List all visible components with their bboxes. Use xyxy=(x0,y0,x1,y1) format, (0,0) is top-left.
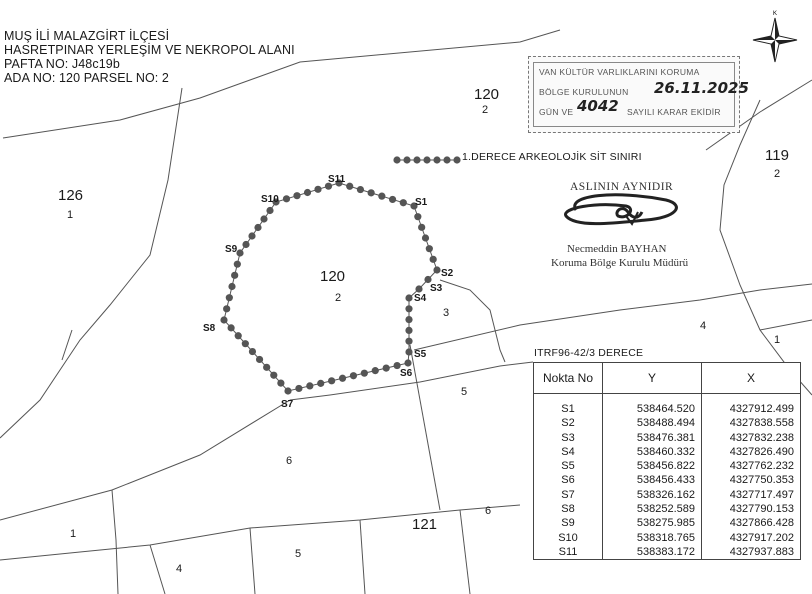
y-cell: 538318.765 xyxy=(603,531,702,545)
legend-line xyxy=(393,156,460,163)
boundary-dot xyxy=(223,305,230,312)
table-row xyxy=(534,516,801,530)
boundary-dot xyxy=(400,199,407,206)
y-cell: 538460.332 xyxy=(603,445,702,459)
boundary-dot xyxy=(346,183,353,190)
signature-title: ASLININ AYNIDIR xyxy=(570,181,674,193)
stamp-line-4: SAYILI KARAR EKİDİR xyxy=(627,107,721,117)
boundary-dot xyxy=(231,272,238,279)
sub-parcel-6: 6 xyxy=(286,455,293,467)
table-row xyxy=(534,402,801,416)
boundary-dot xyxy=(328,377,335,384)
table-row xyxy=(534,416,801,430)
parcel-boundary-line xyxy=(250,528,255,594)
boundary-dot xyxy=(293,192,300,199)
parcel-boundary-line xyxy=(0,400,293,520)
boundary-dot xyxy=(357,186,364,193)
point-cell: S10 xyxy=(534,531,603,545)
parcel-ada-119: 119 xyxy=(765,147,789,164)
boundary-dot xyxy=(236,249,243,256)
y-cell: 538456.433 xyxy=(603,473,702,487)
legend-dot xyxy=(433,156,440,163)
point-cell: S7 xyxy=(534,488,603,502)
sub-parcel-5: 5 xyxy=(295,548,302,560)
table-row xyxy=(534,545,801,560)
sub-parcel-1: 1 xyxy=(774,334,781,346)
legend-dot xyxy=(423,156,430,163)
header-province: MUŞ İLİ MALAZGİRT İLÇESİ xyxy=(4,29,170,43)
x-cell: 4327826.490 xyxy=(702,445,801,459)
point-label-s3: S3 xyxy=(430,283,443,294)
legend-dot xyxy=(443,156,450,163)
signature-role: Koruma Bölge Kurulu Müdürü xyxy=(551,257,689,269)
point-label-s6: S6 xyxy=(400,368,413,379)
site-boundary-line xyxy=(224,183,437,391)
table-row xyxy=(534,531,801,545)
boundary-dot xyxy=(350,372,357,379)
y-cell: 538488.494 xyxy=(603,416,702,430)
point-label-s4: S4 xyxy=(414,293,427,304)
legend-dot xyxy=(413,156,420,163)
boundary-dot xyxy=(242,241,249,248)
boundary-dot xyxy=(317,380,324,387)
coordinate-table xyxy=(533,362,801,560)
point-label-s10: S10 xyxy=(261,194,279,205)
y-cell: 538326.162 xyxy=(603,488,702,502)
table-row xyxy=(534,488,801,502)
x-cell: 4327912.499 xyxy=(702,402,801,416)
x-cell: 4327937.883 xyxy=(702,545,801,560)
parcel-boundary-line xyxy=(150,545,165,594)
boundary-dot xyxy=(430,256,437,263)
boundary-dot xyxy=(426,245,433,252)
point-label-s5: S5 xyxy=(414,349,427,360)
boundary-dot xyxy=(228,324,235,331)
point-label-s7: S7 xyxy=(281,399,294,410)
stamp-date: 26.11.2025 xyxy=(654,79,749,97)
boundary-dot xyxy=(314,186,321,193)
parcel-boundary-line xyxy=(410,345,440,510)
point-cell: S5 xyxy=(534,459,603,473)
boundary-dot xyxy=(234,261,241,268)
parcel-ada-121: 121 xyxy=(412,516,438,533)
point-label-s8: S8 xyxy=(203,323,216,334)
point-cell: S4 xyxy=(534,445,603,459)
parcel-boundary-line xyxy=(440,362,533,378)
boundary-dot xyxy=(304,189,311,196)
boundary-dot xyxy=(270,372,277,379)
column-header-x: X xyxy=(702,363,801,394)
parcel-boundary-line xyxy=(460,510,470,594)
boundary-dot xyxy=(414,213,421,220)
point-label-s11: S11 xyxy=(328,174,346,185)
parcel-ada-120-top: 120 xyxy=(474,86,500,103)
boundary-dot xyxy=(418,224,425,231)
parcel-ada-120: 120 xyxy=(320,268,346,285)
table-row xyxy=(534,459,801,473)
boundary-dot xyxy=(405,316,412,323)
parcel-no-120-top: 2 xyxy=(482,104,489,116)
boundary-dot xyxy=(254,224,261,231)
stamp-line-3: GÜN VE xyxy=(539,107,574,117)
parcel-no-120: 2 xyxy=(335,292,342,304)
sub-parcel-1: 1 xyxy=(70,528,77,540)
y-cell: 538476.381 xyxy=(603,431,702,445)
table-row xyxy=(534,502,801,516)
boundary-dot xyxy=(405,294,412,301)
y-cell: 538252.589 xyxy=(603,502,702,516)
legend-dot xyxy=(453,156,460,163)
x-cell: 4327717.497 xyxy=(702,488,801,502)
column-header-point: Nokta No xyxy=(534,363,603,394)
boundary-dot xyxy=(422,234,429,241)
boundary-dot xyxy=(415,285,422,292)
parcel-boundary-line xyxy=(440,280,505,362)
boundary-dot xyxy=(277,380,284,387)
point-label-s9: S9 xyxy=(225,244,238,255)
boundary-dot xyxy=(361,370,368,377)
boundary-dot xyxy=(235,332,242,339)
parcel-no-119: 2 xyxy=(774,168,781,180)
point-cell: S11 xyxy=(534,545,603,560)
boundary-dot xyxy=(368,189,375,196)
point-label-s2: S2 xyxy=(441,268,454,279)
boundary-dot xyxy=(383,364,390,371)
table-row xyxy=(534,431,801,445)
x-cell: 4327762.232 xyxy=(702,459,801,473)
sub-parcel-5: 5 xyxy=(461,386,468,398)
point-cell: S6 xyxy=(534,473,603,487)
signature-scribble xyxy=(556,190,696,238)
y-cell: 538464.520 xyxy=(603,402,702,416)
parcel-boundary-line xyxy=(760,320,812,330)
table-row xyxy=(534,445,801,459)
site-boundary xyxy=(220,179,443,394)
boundary-dot xyxy=(284,387,291,394)
y-cell: 538275.985 xyxy=(603,516,702,530)
boundary-dot xyxy=(405,338,412,345)
legend-label: 1.DERECE ARKEOLOJİK SİT SINIRI xyxy=(462,151,642,163)
sub-parcel-6: 6 xyxy=(485,505,492,517)
point-cell: S2 xyxy=(534,416,603,430)
boundary-dot xyxy=(339,375,346,382)
boundary-dot xyxy=(404,359,411,366)
y-cell: 538456.822 xyxy=(603,459,702,473)
boundary-dot xyxy=(256,356,263,363)
header-ada-parsel: ADA NO: 120 PARSEL NO: 2 xyxy=(4,71,169,85)
boundary-dot xyxy=(389,196,396,203)
stamp-number: 4042 xyxy=(577,97,619,115)
column-header-y: Y xyxy=(603,363,702,394)
signature-name: Necmeddin BAYHAN xyxy=(567,243,667,255)
boundary-dot xyxy=(266,207,273,214)
boundary-dot xyxy=(220,316,227,323)
parcel-boundary-line xyxy=(0,88,182,438)
boundary-dot xyxy=(228,283,235,290)
boundary-dot xyxy=(433,266,440,273)
x-cell: 4327917.202 xyxy=(702,531,801,545)
sub-parcel-4: 4 xyxy=(700,320,707,332)
boundary-dot xyxy=(378,193,385,200)
boundary-dot xyxy=(405,348,412,355)
boundary-dot xyxy=(405,305,412,312)
point-cell: S3 xyxy=(534,431,603,445)
boundary-dot xyxy=(306,382,313,389)
parcel-boundary-line xyxy=(360,520,365,594)
parcel-boundary-line xyxy=(0,505,520,560)
x-cell: 4327832.238 xyxy=(702,431,801,445)
crs-label: ITRF96-42/3 DERECE xyxy=(534,347,644,359)
sub-parcel-3: 3 xyxy=(443,307,450,319)
x-cell: 4327750.353 xyxy=(702,473,801,487)
boundary-dot xyxy=(263,364,270,371)
point-cell: S9 xyxy=(534,516,603,530)
boundary-dot xyxy=(260,215,267,222)
parcel-boundary-line xyxy=(62,330,72,360)
legend-dot xyxy=(403,156,410,163)
parcel-boundary-line xyxy=(720,100,812,395)
boundary-dot xyxy=(242,340,249,347)
boundary-dot xyxy=(372,367,379,374)
boundary-dot xyxy=(226,294,233,301)
point-label-s1: S1 xyxy=(415,197,428,208)
y-cell: 538383.172 xyxy=(603,545,702,560)
north-label: K xyxy=(772,11,778,17)
boundary-dot xyxy=(283,195,290,202)
parcel-ada-126: 126 xyxy=(58,187,84,204)
parcel-boundary-line xyxy=(112,490,118,594)
sub-parcel-4: 4 xyxy=(176,563,183,575)
council-stamp xyxy=(528,56,749,133)
boundary-dot xyxy=(405,327,412,334)
x-cell: 4327838.558 xyxy=(702,416,801,430)
header-pafta: PAFTA NO: J48c19b xyxy=(4,57,120,71)
stamp-line-2: BÖLGE KURULUNUN xyxy=(539,87,629,97)
x-cell: 4327790.153 xyxy=(702,502,801,516)
table-row xyxy=(534,473,801,487)
north-arrow-icon xyxy=(751,11,799,64)
boundary-dot xyxy=(249,348,256,355)
legend-dot xyxy=(393,156,400,163)
header-site-name: HASRETPINAR YERLEŞİM VE NEKROPOL ALANI xyxy=(4,43,295,57)
boundary-dot xyxy=(248,232,255,239)
parcel-no-126: 1 xyxy=(67,209,74,221)
point-cell: S1 xyxy=(534,402,603,416)
stamp-line-1: VAN KÜLTÜR VARLIKLARINI KORUMA xyxy=(539,67,700,77)
boundary-dot xyxy=(295,385,302,392)
x-cell: 4327866.428 xyxy=(702,516,801,530)
point-cell: S8 xyxy=(534,502,603,516)
